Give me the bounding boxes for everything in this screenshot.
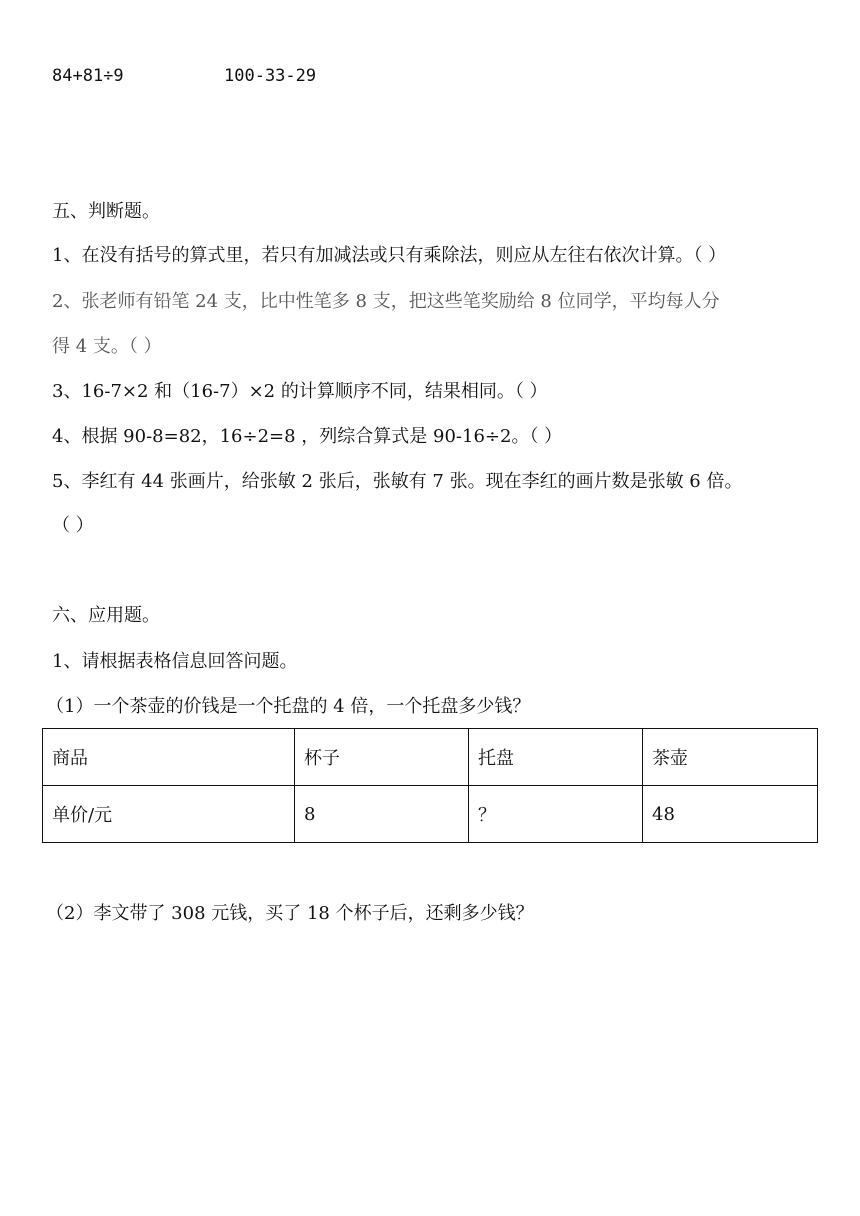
table-header-cell: 杯子: [295, 729, 469, 786]
table-cell: 48: [643, 786, 818, 843]
table-cell: 单价/元: [43, 786, 295, 843]
judge-question-3: 3、16-7×2 和（16-7）×2 的计算顺序不同，结果相同。（ ）: [52, 381, 548, 402]
table-header-cell: 茶壶: [643, 729, 818, 786]
table-header-cell: 商品: [43, 729, 295, 786]
table-cell: ？: [469, 786, 643, 843]
application-subquestion-2: （2）李文带了 308 元钱，买了 18 个杯子后，还剩多少钱？: [46, 903, 534, 924]
judge-question-5-line-1: 5、李红有 44 张画片，给张敏 2 张后，张敏有 7 张。现在李红的画片数是张敏 6 倍。: [52, 471, 743, 492]
table-cell: 8: [295, 786, 469, 843]
section-5-title: 五、判断题。: [52, 201, 160, 222]
calc-expression-1: 84+81÷9: [52, 66, 124, 86]
section-6-title: 六、应用题。: [52, 605, 160, 626]
judge-question-2-line-2: 得 4 支。（ ）: [52, 336, 162, 357]
table-row: [43, 786, 818, 843]
judge-question-4: 4、根据 90-8=82，16÷2=8 ，列综合算式是 90-16÷2。（ ）: [52, 426, 563, 447]
table-header-row: [43, 729, 818, 786]
table-header-cell: 托盘: [469, 729, 643, 786]
judge-question-5-line-2: （ ）: [52, 515, 94, 536]
price-table: [42, 728, 818, 843]
judge-question-2-line-1: 2、张老师有铅笔 24 支，比中性笔多 8 支，把这些笔奖励给 8 位同学，平均每人分: [52, 291, 720, 312]
application-question-1: 1、请根据表格信息回答问题。: [52, 651, 298, 672]
calc-expression-2: 100-33-29: [224, 66, 317, 86]
application-subquestion-1: （1）一个茶壶的价钱是一个托盘的 4 倍，一个托盘多少钱？: [46, 696, 531, 717]
judge-question-1: 1、在没有括号的算式里，若只有加减法或只有乘除法，则应从左往右依次计算。（ ）: [52, 245, 727, 266]
